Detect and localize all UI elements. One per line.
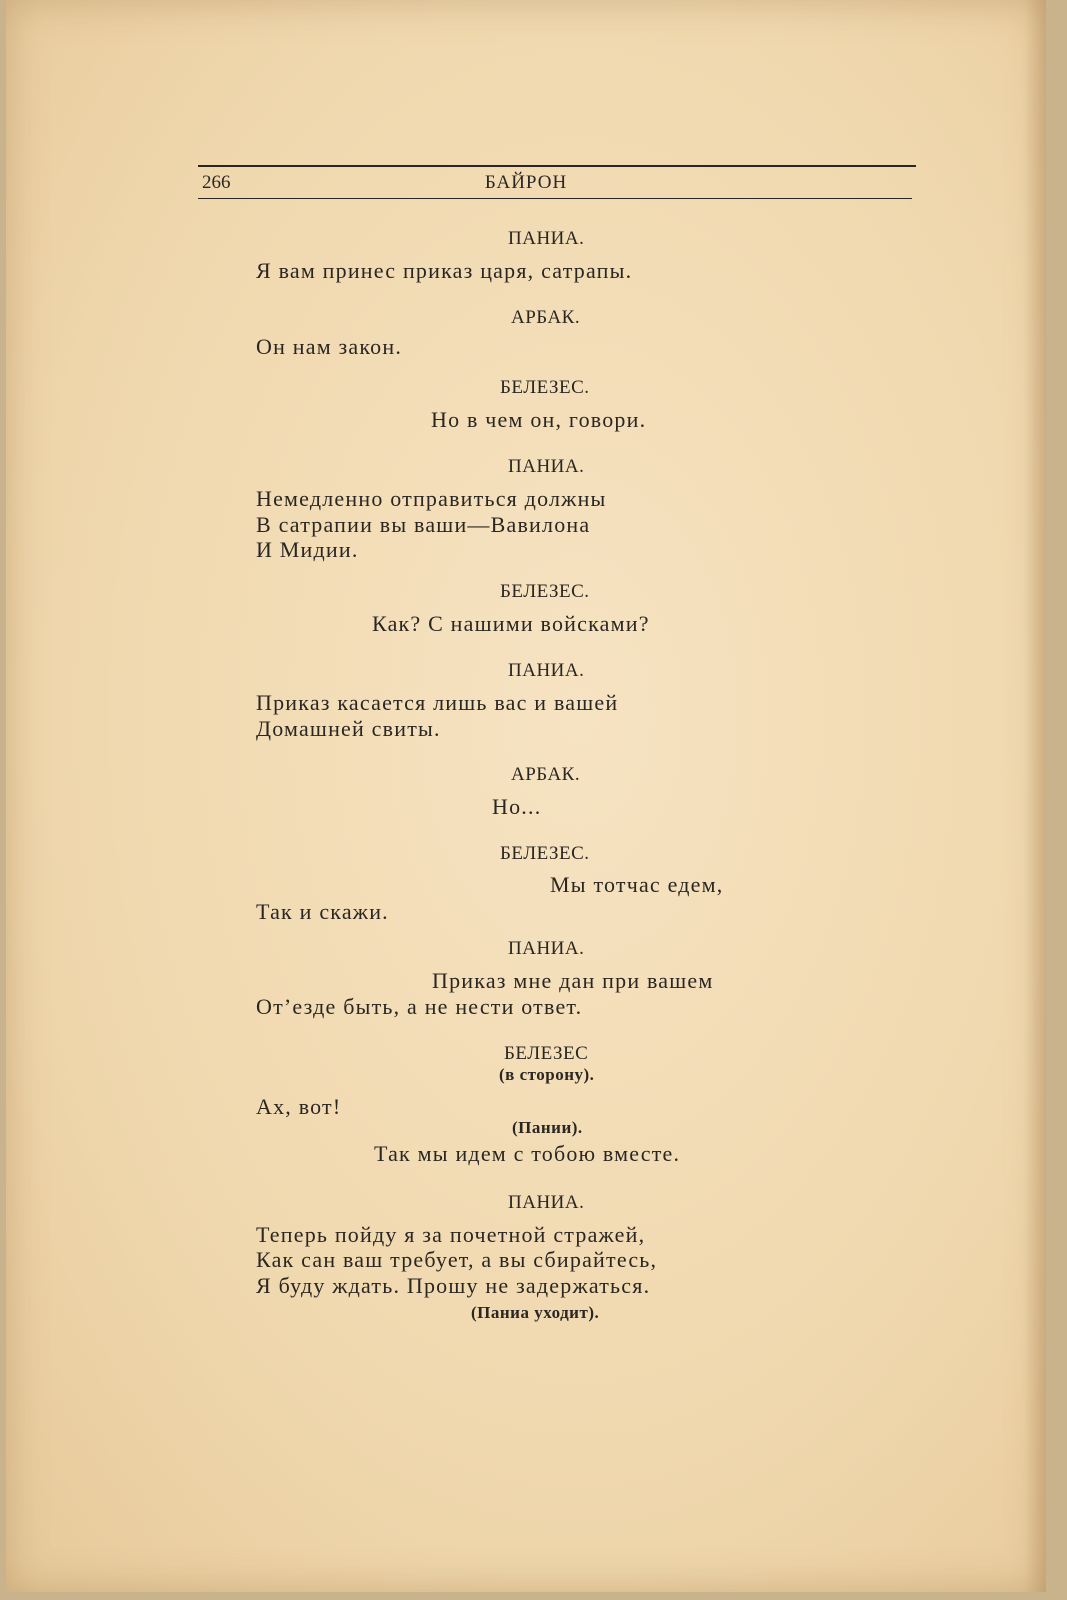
verse-line: Но в чем он, говори. [431, 407, 647, 432]
stage-direction: (Пании). [512, 1118, 583, 1137]
speaker-pania: ПАНИА. [508, 1192, 585, 1213]
speaker-arbak: АРБАК. [511, 307, 581, 328]
verse-line: Так и скажи. [256, 899, 389, 924]
verse-line: Я буду ждать. Прошу не задержаться. [256, 1273, 651, 1298]
verse-line: Ах, вот! [256, 1094, 342, 1119]
running-title: БАЙРОН [484, 172, 568, 193]
speaker-pania: ПАНИА. [508, 456, 585, 477]
verse-line: Теперь пойду я за почетной стражей, [256, 1222, 646, 1247]
verse-line: Немедленно отправиться должны [256, 486, 607, 511]
verse-line: От’езде быть, а не нести ответ. [256, 994, 583, 1019]
verse-line: Приказ мне дан при вашем [432, 968, 714, 993]
verse-line: Мы тотчас едем, [550, 872, 724, 897]
speaker-arbak: АРБАК. [511, 764, 581, 785]
header-rule-top [198, 165, 916, 167]
verse-line: И Мидии. [256, 537, 359, 562]
stage-direction: (в сторону). [499, 1065, 595, 1084]
speaker-belezes: БЕЛЕЗЕС. [500, 581, 590, 602]
speaker-pania: ПАНИА. [508, 938, 585, 959]
book-page [6, 0, 1046, 1592]
verse-line: Он нам закон. [256, 334, 403, 359]
stage-direction: (Паниа уходит). [471, 1303, 600, 1322]
speaker-pania: ПАНИА. [508, 228, 585, 249]
verse-line: Как сан ваш требует, а вы сбирайтесь, [256, 1247, 658, 1272]
page-number: 266 [202, 172, 231, 193]
page-spine-shadow [1024, 0, 1046, 1592]
verse-line: Приказ касается лишь вас и вашей [256, 690, 619, 715]
speaker-belezes: БЕЛЕЗЕС [504, 1043, 589, 1064]
header-rule-bottom [198, 198, 912, 199]
verse-line: Домашней свиты. [256, 716, 441, 741]
speaker-belezes: БЕЛЕЗЕС. [500, 377, 590, 398]
verse-line: Как? С нашими войсками? [372, 611, 650, 636]
verse-line: В сатрапии вы ваши—Вавилона [256, 512, 591, 537]
speaker-pania: ПАНИА. [508, 660, 585, 681]
verse-line: Я вам принес приказ царя, сатрапы. [256, 258, 633, 283]
verse-line: Но... [492, 794, 542, 819]
verse-line: Так мы идем с тобою вместе. [374, 1141, 681, 1166]
speaker-belezes: БЕЛЕЗЕС. [500, 843, 590, 864]
